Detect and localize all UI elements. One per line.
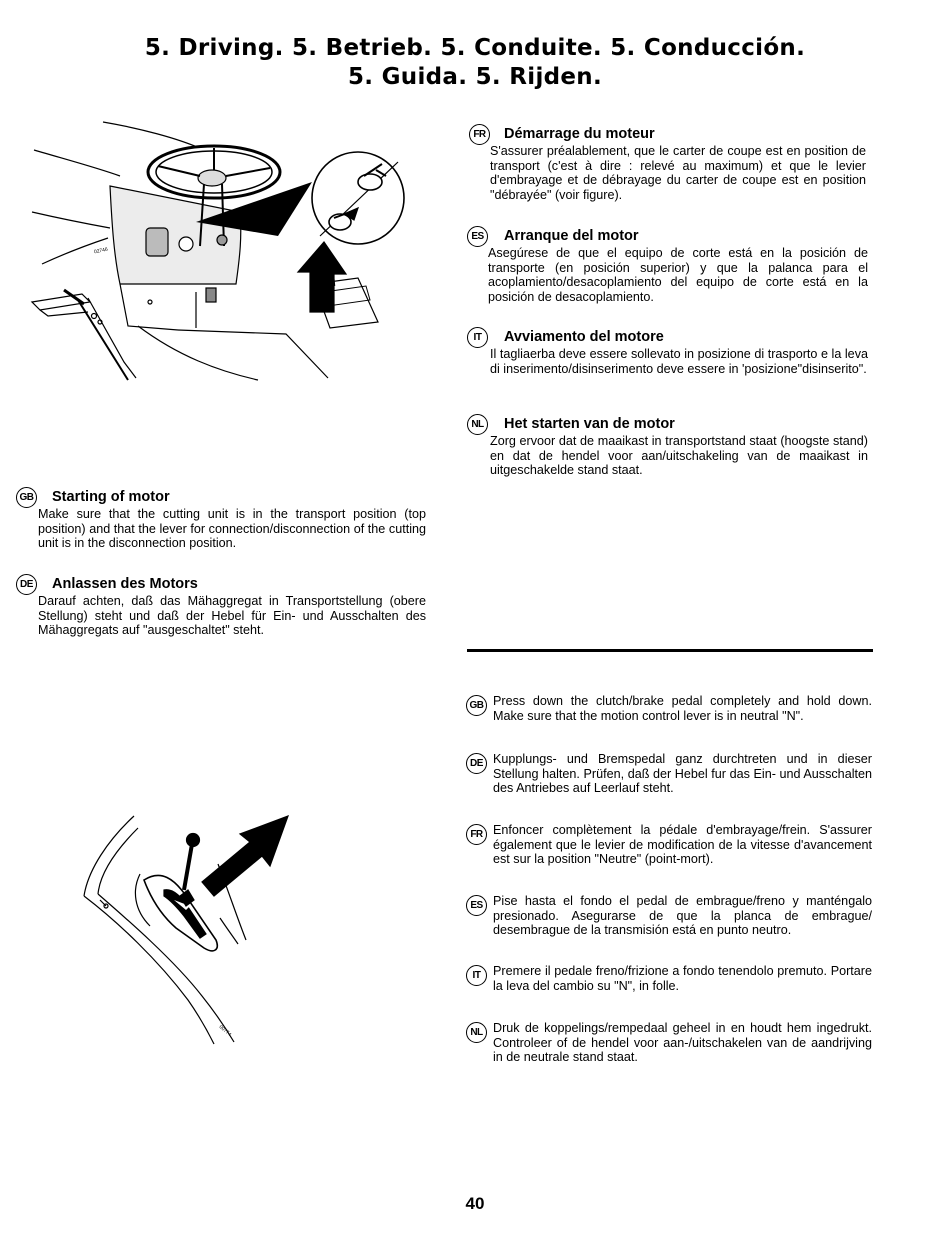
nl-language-icon: NL	[467, 414, 488, 435]
section-heading: Démarrage du moteur	[504, 126, 655, 142]
es-language-icon: ES	[467, 226, 488, 247]
page-title	[0, 34, 950, 92]
instruction-de	[466, 752, 872, 796]
es-language-icon: ES	[466, 895, 487, 916]
start-section-es	[467, 226, 873, 304]
instruction-text: Enfoncer complètement la pédale d'embrayage/frein. S'assurer également que le levier de modification de la vitesse d'avancement est sur la position "Neutre" (point-mort).	[493, 823, 872, 867]
nl-language-icon: NL	[466, 1022, 487, 1043]
section-heading: Starting of motor	[52, 489, 170, 505]
instruction-fr	[466, 823, 872, 867]
section-body: Asegúrese de que el equipo de corte está en la posición de transporte (en posición superior) y que la palanca para el acoplamiento/desacoplamiento del equipo de corte está en la posición de desacoplamiento.	[488, 246, 868, 304]
page-title-line-2: 5. Guida. 5. Rijden.	[347, 64, 602, 90]
start-section-it	[467, 327, 873, 376]
instruction-text: Premere il pedale freno/frizione a fondo tenendolo premuto. Portare la leva del cambio su "N", in folle.	[493, 964, 872, 993]
de-language-icon: DE	[16, 574, 37, 595]
start-section-fr	[469, 124, 873, 202]
fr-language-icon: FR	[466, 824, 487, 845]
de-language-icon: DE	[466, 753, 487, 774]
gb-language-icon: GB	[16, 487, 37, 508]
instruction-text: Druk de koppelings/rempedaal geheel in en houdt hem ingedrukt. Controleer of de hendel voor aan-/uitschakelen van de aandrijving in de neutrale stand staat.	[493, 1021, 872, 1065]
motion-lever-illustration	[78, 810, 308, 1046]
section-body: Darauf achten, daß das Mähaggregat in Transportstellung (obere Stellung) steht und daß der Hebel für Ein- und Ausschalten des Mähaggregats auf "ausgeschaltet" steht.	[38, 594, 426, 638]
section-body: Zorg ervoor dat de maaikast in transportstand staat (hoogste stand) en dat de hendel voor aan/uitschakeling van de maaikast in uitgeschakelde stand staat.	[490, 434, 868, 478]
start-section-gb	[16, 487, 428, 551]
steering-lever-illustration	[28, 116, 413, 388]
page-title-line-1: 5. Driving. 5. Betrieb. 5. Conduite. 5. Conducción.	[144, 35, 806, 61]
instruction-it	[466, 964, 872, 993]
gb-language-icon: GB	[466, 695, 487, 716]
section-heading: Anlassen des Motors	[52, 576, 198, 592]
section-heading: Het starten van de motor	[504, 416, 675, 432]
section-heading: Arranque del motor	[504, 228, 639, 244]
instruction-nl	[466, 1021, 872, 1065]
section-body: Make sure that the cutting unit is in the transport position (top position) and that the lever for connection/disconnection of the cutting unit is in the disconnection position.	[38, 507, 426, 551]
section-heading: Avviamento del motore	[504, 329, 664, 345]
page-number: 40	[465, 1194, 485, 1213]
it-language-icon: IT	[466, 965, 487, 986]
it-language-icon: IT	[467, 327, 488, 348]
figure-code-label: 02746	[93, 246, 109, 256]
instruction-es	[466, 894, 872, 938]
start-section-de	[16, 574, 428, 638]
section-body: S'assurer préalablement, que le carter de coupe est en position de transport (c'est à dire : relevé au maximum) et que le levier d'embrayage et de débrayage du carter de coupe est en position "débrayée" (voir figure).	[490, 144, 866, 202]
instruction-text: Pise hasta el fondo el pedal de embrague/freno y manténgalo presionado. Asegurarse de que la planca de embrague/ desembrague de la transmisión está en punto neutro.	[493, 894, 872, 938]
section-body: Il tagliaerba deve essere sollevato in posizione di trasporto e la leva di inserimento/disinserimento deve essere in 'posizione"disinserito".	[490, 347, 868, 376]
instruction-text: Kupplungs- und Bremspedal ganz durchtreten und in dieser Stellung halten. Prüfen, daß der Hebel fur das Ein- und Ausschalten des Antriebes auf Leerlauf steht.	[493, 752, 872, 796]
instruction-gb	[466, 694, 872, 723]
section-divider	[467, 649, 873, 652]
fr-language-icon: FR	[469, 124, 490, 145]
instruction-text: Press down the clutch/brake pedal completely and hold down. Make sure that the motion control lever is in neutral "N".	[493, 694, 872, 723]
start-section-nl	[467, 414, 873, 478]
figure-code-label: 00774	[217, 1024, 233, 1038]
